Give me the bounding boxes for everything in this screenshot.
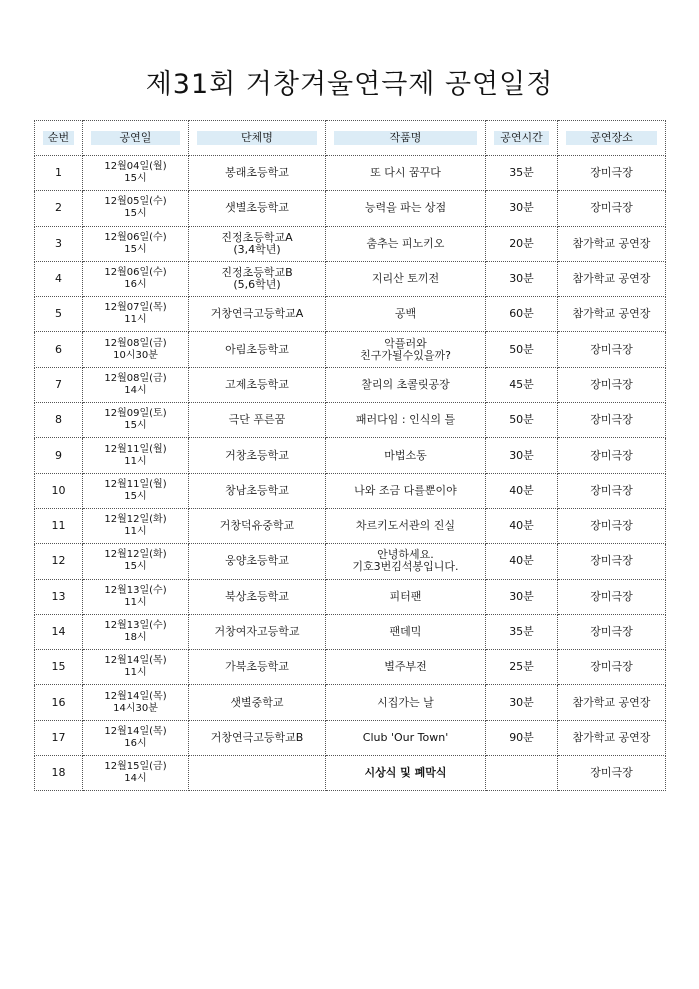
table-row [35,438,666,473]
cell-no: 7 [35,367,83,402]
table-row [35,332,666,367]
cell-no: 9 [35,438,83,473]
header-cell-date: 공연일 [83,121,189,156]
cell-group: 거창초등학교 [189,438,326,473]
cell-date: 12월12일(화) 15시 [83,544,189,579]
cell-venue: 장미극장 [558,508,666,543]
cell-duration: 90분 [486,720,558,755]
cell-no: 16 [35,685,83,720]
cell-group: 진정초등학교A (3,4학년) [189,226,326,261]
cell-no: 6 [35,332,83,367]
schedule-table [34,120,666,791]
cell-group: 샛별초등학교 [189,191,326,226]
table-body [35,156,666,791]
cell-duration: 25분 [486,650,558,685]
cell-work: 나와 조금 다를뿐이야 [326,473,486,508]
table-row [35,367,666,402]
cell-duration: 35분 [486,156,558,191]
cell-work: 마법소동 [326,438,486,473]
cell-group: 봉래초등학교 [189,156,326,191]
cell-venue: 장미극장 [558,156,666,191]
cell-duration: 30분 [486,579,558,614]
cell-no: 12 [35,544,83,579]
cell-no: 13 [35,579,83,614]
table-row [35,403,666,438]
cell-group: 거창덕유중학교 [189,508,326,543]
header-cell-group: 단체명 [189,121,326,156]
cell-work: 피터팬 [326,579,486,614]
header-cell-duration: 공연시간 [486,121,558,156]
cell-group: 샛별중학교 [189,685,326,720]
cell-duration: 30분 [486,261,558,296]
cell-group: 고제초등학교 [189,367,326,402]
cell-no: 17 [35,720,83,755]
cell-duration: 35분 [486,614,558,649]
cell-duration: 50분 [486,403,558,438]
cell-work: 차르키도서관의 진실 [326,508,486,543]
cell-work: 능력을 파는 상점 [326,191,486,226]
cell-date: 12월06일(수) 16시 [83,261,189,296]
cell-date: 12월15일(금) 14시 [83,756,189,791]
cell-date: 12월14일(목) 11시 [83,650,189,685]
table-row [35,650,666,685]
cell-date: 12월14일(목) 16시 [83,720,189,755]
cell-work: 시상식 및 폐막식 [326,756,486,791]
cell-venue: 장미극장 [558,544,666,579]
cell-duration: 60분 [486,297,558,332]
cell-venue: 장미극장 [558,579,666,614]
cell-duration: 40분 [486,473,558,508]
cell-work: 안녕하세요. 기호3번김석봉입니다. [326,544,486,579]
cell-date: 12월13일(수) 11시 [83,579,189,614]
cell-no: 10 [35,473,83,508]
table-row [35,297,666,332]
cell-duration [486,756,558,791]
cell-work: 별주부전 [326,650,486,685]
table-row [35,473,666,508]
cell-venue: 참가학교 공연장 [558,226,666,261]
cell-no: 14 [35,614,83,649]
cell-venue: 참가학교 공연장 [558,261,666,296]
cell-venue: 참가학교 공연장 [558,297,666,332]
cell-duration: 20분 [486,226,558,261]
cell-duration: 45분 [486,367,558,402]
cell-group [189,756,326,791]
cell-date: 12월09일(토) 15시 [83,403,189,438]
cell-date: 12월11일(월) 15시 [83,473,189,508]
cell-venue: 장미극장 [558,403,666,438]
cell-venue: 참가학교 공연장 [558,685,666,720]
table-row [35,156,666,191]
cell-no: 8 [35,403,83,438]
cell-venue: 장미극장 [558,756,666,791]
table-row [35,226,666,261]
cell-duration: 30분 [486,685,558,720]
cell-group: 거창연극고등학교B [189,720,326,755]
table-row [35,261,666,296]
cell-venue: 참가학교 공연장 [558,720,666,755]
cell-date: 12월05일(수) 15시 [83,191,189,226]
cell-work: 패러다임 : 인식의 틀 [326,403,486,438]
cell-no: 11 [35,508,83,543]
cell-group: 극단 푸른꿈 [189,403,326,438]
cell-work: 찰리의 초콜릿공장 [326,367,486,402]
table-row [35,614,666,649]
cell-venue: 장미극장 [558,367,666,402]
cell-work: 공백 [326,297,486,332]
cell-work: 악플러와 친구가될수있을까? [326,332,486,367]
cell-date: 12월07일(목) 11시 [83,297,189,332]
header-cell-venue: 공연장소 [558,121,666,156]
cell-no: 1 [35,156,83,191]
table-row [35,508,666,543]
cell-no: 4 [35,261,83,296]
cell-date: 12월08일(금) 10시30분 [83,332,189,367]
cell-venue: 장미극장 [558,191,666,226]
cell-date: 12월06일(수) 15시 [83,226,189,261]
cell-work: Club 'Our Town' [326,720,486,755]
cell-venue: 장미극장 [558,332,666,367]
table-row [35,685,666,720]
cell-work: 시집가는 날 [326,685,486,720]
cell-duration: 30분 [486,438,558,473]
cell-no: 18 [35,756,83,791]
cell-venue: 장미극장 [558,473,666,508]
cell-group: 거창연극고등학교A [189,297,326,332]
cell-venue: 장미극장 [558,650,666,685]
cell-date: 12월12일(화) 11시 [83,508,189,543]
table-row [35,191,666,226]
cell-group: 창남초등학교 [189,473,326,508]
cell-duration: 40분 [486,508,558,543]
cell-no: 15 [35,650,83,685]
table-row [35,544,666,579]
cell-group: 가북초등학교 [189,650,326,685]
cell-date: 12월14일(목) 14시30분 [83,685,189,720]
cell-date: 12월13일(수) 18시 [83,614,189,649]
cell-group: 진정초등학교B (5,6학년) [189,261,326,296]
cell-date: 12월08일(금) 14시 [83,367,189,402]
cell-no: 2 [35,191,83,226]
cell-group: 거창여자고등학교 [189,614,326,649]
cell-work: 팬데믹 [326,614,486,649]
cell-group: 아림초등학교 [189,332,326,367]
cell-work: 또 다시 꿈꾸다 [326,156,486,191]
page-title: 제31회 거창겨울연극제 공연일정 [145,69,554,100]
table-row [35,756,666,791]
cell-duration: 30분 [486,191,558,226]
table-row [35,579,666,614]
table-row [35,720,666,755]
cell-duration: 50분 [486,332,558,367]
cell-group: 북상초등학교 [189,579,326,614]
cell-venue: 장미극장 [558,614,666,649]
header-cell-work: 작품명 [326,121,486,156]
table-header-row [35,121,666,156]
cell-no: 3 [35,226,83,261]
cell-date: 12월04일(월) 15시 [83,156,189,191]
cell-duration: 40분 [486,544,558,579]
cell-work: 춤추는 피노키오 [326,226,486,261]
cell-group: 웅양초등학교 [189,544,326,579]
header-cell-no: 순번 [35,121,83,156]
cell-venue: 장미극장 [558,438,666,473]
cell-date: 12월11일(월) 11시 [83,438,189,473]
cell-work: 지리산 토끼전 [326,261,486,296]
cell-no: 5 [35,297,83,332]
